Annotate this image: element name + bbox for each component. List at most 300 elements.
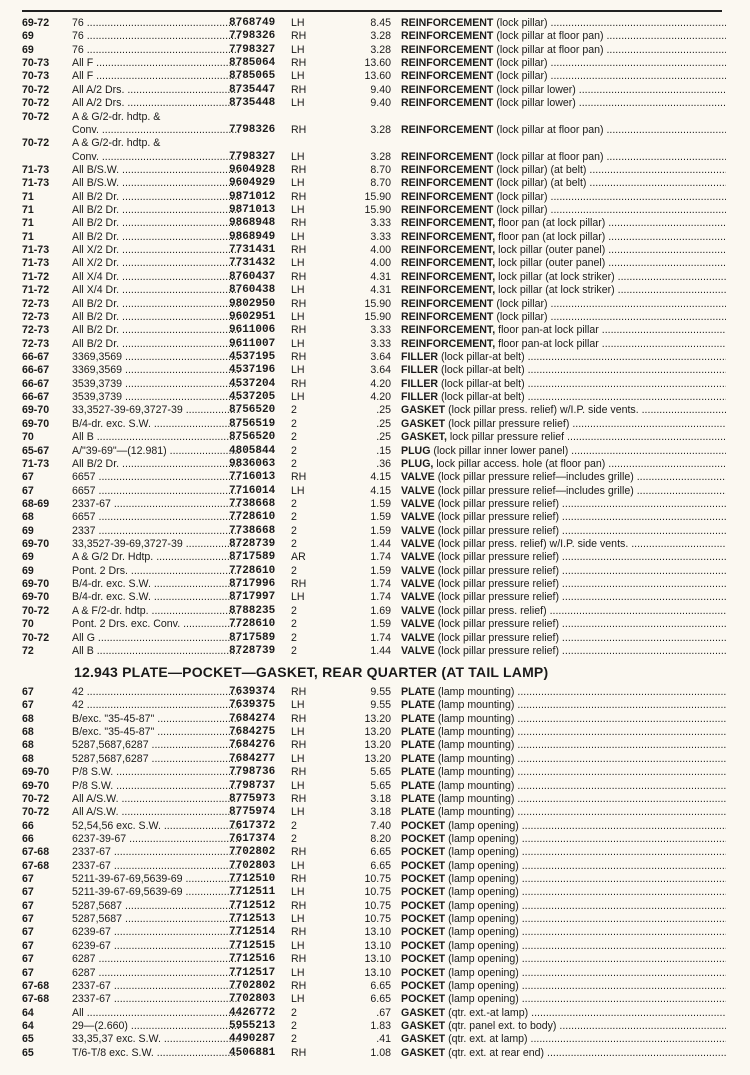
price-cell: 1.59 — [370, 618, 391, 631]
description-cell — [401, 686, 726, 699]
description-cell — [401, 913, 726, 926]
part-number-cell: 4805844 — [229, 444, 276, 457]
price-cell: 9.55 — [370, 699, 391, 712]
description-cell — [401, 780, 726, 793]
part-number-cell: 8756520 — [229, 431, 276, 444]
description-cell — [401, 231, 726, 244]
model-cell: P/8 S.W. ..... — [72, 780, 240, 793]
part-name: REINFORCEMENT, — [401, 230, 496, 243]
year-cell: 69-70 — [22, 591, 50, 604]
part-detail: (lock pillar lower) ..... — [496, 84, 726, 96]
part-number-cell: 8768749 — [229, 17, 276, 29]
description-cell — [401, 618, 726, 631]
price-cell: 1.59 — [370, 511, 391, 524]
part-name: REINFORCEMENT, — [401, 244, 496, 257]
description-cell — [401, 766, 726, 779]
model-cell: 6287 ..... — [72, 953, 240, 966]
side-qty-cell: RH — [291, 873, 307, 886]
part-name: PLATE — [401, 699, 435, 712]
year-cell: 65 — [22, 1033, 34, 1046]
part-name: FILLER — [401, 350, 439, 363]
part-name: POCKET — [401, 926, 446, 939]
model-cell: 76 ..... — [72, 44, 240, 57]
description-cell — [401, 124, 726, 137]
description-cell — [401, 873, 726, 886]
side-qty-cell: LH — [291, 97, 305, 110]
model-cell: 5211-39-67-69,5639-69 ..... — [72, 886, 240, 899]
part-number-cell: 7731431 — [229, 244, 276, 257]
description-cell — [401, 713, 726, 726]
side-qty-cell: LH — [291, 726, 305, 739]
year-cell: 67 — [22, 926, 34, 939]
description-cell — [401, 485, 726, 498]
part-number-cell: 4537205 — [229, 391, 276, 404]
side-qty-cell: 2 — [291, 631, 297, 644]
year-cell: 70-72 — [22, 604, 50, 617]
table-row — [22, 900, 727, 913]
model-cell: 2337-67 ..... — [72, 498, 240, 511]
part-name: GASKET — [401, 417, 446, 430]
part-name: REINFORCEMENT — [401, 30, 494, 43]
part-number-cell: 7617374 — [229, 832, 276, 845]
side-qty-cell: RH — [291, 324, 307, 337]
year-cell: 72-73 — [22, 310, 50, 323]
side-qty-cell: 2 — [291, 457, 297, 470]
part-number-cell: 8735448 — [229, 97, 276, 110]
part-name: VALVE — [401, 511, 435, 524]
part-detail: (lock pillar at floor pan) ..... — [496, 124, 726, 136]
part-detail: lock pillar (outer panel) ..... — [498, 244, 726, 256]
year-cell: 67 — [22, 471, 34, 484]
description-cell — [401, 298, 726, 311]
price-cell: 1.59 — [370, 497, 391, 510]
price-cell: 8.45 — [370, 17, 391, 29]
year-cell: 70 — [22, 618, 34, 631]
price-cell: 9.55 — [370, 686, 391, 698]
year-cell: 71-73 — [22, 177, 50, 190]
side-qty-cell: LH — [291, 17, 305, 29]
model-cell: 42 ..... — [72, 699, 240, 712]
side-qty-cell: RH — [291, 471, 307, 484]
side-qty-cell: 2 — [291, 524, 297, 537]
part-name: REINFORCEMENT — [401, 83, 494, 96]
description-cell — [401, 860, 726, 873]
description-cell — [401, 886, 726, 899]
part-number-cell: 8785065 — [229, 70, 276, 83]
part-detail: (lock pillar pressure relief) ..... — [438, 591, 726, 603]
model-cell: All B ..... — [72, 645, 240, 658]
year-cell: 72-73 — [22, 337, 50, 350]
part-number-cell: 7798736 — [229, 766, 276, 779]
description-cell — [401, 217, 726, 230]
model-cell: All B/2 Dr. ..... — [72, 191, 240, 204]
side-qty-cell: RH — [291, 350, 307, 363]
year-cell: 67 — [22, 966, 34, 979]
year-cell: 69 — [22, 524, 34, 537]
price-cell: 6.65 — [370, 979, 391, 992]
part-detail: (lamp mounting) ..... — [438, 753, 726, 765]
table-row — [22, 645, 727, 658]
part-name: VALVE — [401, 497, 435, 510]
year-cell: 70-72 — [22, 792, 50, 805]
price-cell: 1.74 — [370, 551, 391, 564]
price-cell: 13.10 — [364, 939, 391, 952]
side-qty-cell: 2 — [291, 1019, 297, 1032]
part-number-cell: 7731432 — [229, 257, 276, 270]
part-number-cell: 9868949 — [229, 230, 276, 243]
table-row — [22, 191, 727, 204]
price-cell: 13.10 — [364, 926, 391, 939]
price-cell: 3.28 — [370, 123, 391, 136]
model-cell: All X/2 Dr. ..... — [72, 257, 240, 270]
part-detail: (lock pillar) ..... — [496, 191, 726, 203]
year-cell: 66-67 — [22, 391, 50, 404]
model-cell: A & G/2-dr. hdtp. & — [72, 137, 161, 150]
side-qty-cell: LH — [291, 859, 305, 872]
part-detail: (lamp mounting) ..... — [438, 686, 726, 698]
side-qty-cell: RH — [291, 83, 307, 96]
model-cell: 3539,3739 ..... — [72, 378, 240, 391]
part-detail: (lamp opening) ..... — [448, 873, 726, 885]
side-qty-cell: LH — [291, 484, 305, 497]
part-name: VALVE — [401, 591, 435, 604]
part-name: PLATE — [401, 726, 435, 739]
table-row — [22, 806, 727, 819]
description-cell — [401, 820, 726, 833]
table-row — [22, 217, 727, 230]
year-cell: 69-70 — [22, 578, 50, 591]
part-number-cell: 4426772 — [229, 1006, 276, 1019]
side-qty-cell: RH — [291, 217, 307, 230]
side-qty-cell: 2 — [291, 644, 297, 657]
part-detail: (lamp mounting) ..... — [438, 726, 726, 738]
side-qty-cell: RH — [291, 739, 307, 752]
side-qty-cell: LH — [291, 177, 305, 190]
part-detail: (lock pillar at floor pan) ..... — [496, 151, 726, 163]
side-qty-cell: 2 — [291, 417, 297, 430]
year-cell: 65-67 — [22, 444, 50, 457]
side-qty-cell: 2 — [291, 1006, 297, 1019]
side-qty-cell: 2 — [291, 444, 297, 457]
description-cell — [401, 980, 726, 993]
description-cell — [401, 538, 726, 551]
part-detail: (lamp mounting) ..... — [438, 780, 726, 792]
part-name: REINFORCEMENT — [401, 297, 494, 310]
part-number-cell: 8775974 — [229, 806, 276, 819]
year-cell: 67 — [22, 886, 34, 899]
part-detail: (lock pillar-at belt) ..... — [441, 378, 726, 390]
side-qty-cell: LH — [291, 230, 305, 243]
part-detail: (lock pillar-at belt) ..... — [441, 364, 726, 376]
price-cell: 1.74 — [370, 631, 391, 644]
description-cell — [401, 753, 726, 766]
part-number-cell: 7738668 — [229, 497, 276, 510]
table-row — [22, 886, 727, 899]
part-detail: (qtr. ext. at lamp) ..... — [448, 1033, 726, 1045]
part-detail: floor pan-at lock pillar ..... — [498, 324, 726, 336]
part-detail: (lock pillar pressure relief) ..... — [448, 418, 726, 430]
description-cell — [401, 1020, 726, 1033]
part-name: PLATE — [401, 752, 435, 765]
side-qty-cell: LH — [291, 70, 305, 83]
description-cell — [401, 44, 726, 57]
description-cell — [401, 191, 726, 204]
table-row — [22, 298, 727, 311]
description-cell — [401, 311, 726, 324]
table-row — [22, 873, 727, 886]
side-qty-cell: RH — [291, 766, 307, 779]
part-number-cell: 7738668 — [229, 524, 276, 537]
part-detail: (lamp mounting) ..... — [438, 806, 726, 818]
part-name: POCKET — [401, 832, 446, 845]
part-number-cell: 9611007 — [229, 337, 276, 350]
model-cell: Conv. ..... — [72, 124, 240, 137]
price-cell: 13.60 — [364, 57, 391, 70]
year-cell: 71-73 — [22, 457, 50, 470]
table-row — [22, 713, 727, 726]
side-qty-cell: 2 — [291, 497, 297, 510]
table-row — [22, 820, 727, 833]
description-cell — [401, 30, 726, 43]
table-row — [22, 565, 727, 578]
side-qty-cell: RH — [291, 57, 307, 70]
model-cell: 5287,5687,6287 ..... — [72, 739, 240, 752]
part-number-cell: 9868948 — [229, 217, 276, 230]
part-detail: lock pillar (outer panel) ..... — [498, 257, 726, 269]
description-cell — [401, 1007, 726, 1020]
year-cell: 71 — [22, 217, 34, 230]
model-cell: A & G/2-dr. hdtp. & — [72, 110, 161, 123]
part-detail: (lamp opening) ..... — [448, 926, 726, 938]
year-cell: 70-72 — [22, 631, 50, 644]
description-cell — [401, 164, 726, 177]
table-row — [22, 1033, 727, 1046]
model-cell: 2337 ..... — [72, 525, 240, 538]
price-cell: 13.20 — [364, 752, 391, 765]
model-cell: A & F/2-dr. hdtp. ..... — [72, 605, 240, 618]
part-number-cell: 7702803 — [229, 993, 276, 1006]
price-cell: 15.90 — [364, 190, 391, 203]
year-cell: 68 — [22, 739, 34, 752]
price-cell: 4.20 — [370, 391, 391, 404]
model-cell: All A/S.W. ..... — [72, 793, 240, 806]
table-row — [22, 1007, 727, 1020]
part-detail: lock pillar access. hole (at floor pan) ..... — [436, 458, 726, 470]
description-cell — [401, 967, 726, 980]
year-cell: 71-73 — [22, 257, 50, 270]
model-cell: All A/S.W. ..... — [72, 806, 240, 819]
model-cell: All X/4 Dr. ..... — [72, 271, 240, 284]
side-qty-cell: RH — [291, 377, 307, 390]
part-name: POCKET — [401, 953, 446, 966]
part-detail: (lock pillar) ..... — [496, 204, 726, 216]
part-name: PLATE — [401, 739, 435, 752]
part-number-cell: 8717589 — [229, 551, 276, 564]
table-row — [22, 111, 727, 124]
year-cell: 67-68 — [22, 859, 50, 872]
side-qty-cell: RH — [291, 846, 307, 859]
part-number-cell: 7684274 — [229, 712, 276, 725]
model-cell: All B/S.W. ..... — [72, 164, 240, 177]
description-cell — [401, 806, 726, 819]
part-number-cell: 7716014 — [229, 484, 276, 497]
parts-list-lock-pillar — [22, 17, 727, 658]
part-detail: (lamp opening) ..... — [448, 967, 726, 979]
year-cell: 69-70 — [22, 417, 50, 430]
part-number-cell: 7712514 — [229, 926, 276, 939]
part-number-cell: 7798737 — [229, 779, 276, 792]
model-cell: 6239-67 ..... — [72, 926, 240, 939]
part-number-cell: 9802950 — [229, 297, 276, 310]
table-row — [22, 458, 727, 471]
description-cell — [401, 471, 726, 484]
part-number-cell: 9604928 — [229, 163, 276, 176]
table-row — [22, 445, 727, 458]
part-number-cell: 7712515 — [229, 939, 276, 952]
side-qty-cell: 2 — [291, 819, 297, 832]
price-cell: 3.33 — [370, 337, 391, 350]
price-cell: 3.28 — [370, 30, 391, 43]
price-cell: 3.33 — [370, 324, 391, 337]
part-detail: (lock pillar lower) ..... — [496, 97, 726, 109]
table-row — [22, 833, 727, 846]
part-name: VALVE — [401, 471, 435, 484]
part-number-cell: 7617372 — [229, 819, 276, 832]
side-qty-cell: LH — [291, 391, 305, 404]
year-cell: 64 — [22, 1019, 34, 1032]
year-cell: 72 — [22, 644, 34, 657]
price-cell: 6.65 — [370, 846, 391, 859]
side-qty-cell: LH — [291, 966, 305, 979]
table-row — [22, 137, 727, 150]
part-name: FILLER — [401, 364, 439, 377]
part-detail: (lock pillar) ..... — [496, 17, 726, 29]
price-cell: .67 — [376, 1006, 391, 1019]
model-cell: 2337-67 ..... — [72, 860, 240, 873]
part-number-cell: 8735447 — [229, 83, 276, 96]
side-qty-cell: LH — [291, 913, 305, 926]
part-detail: (lamp mounting) ..... — [438, 713, 726, 725]
year-cell: 71-72 — [22, 270, 50, 283]
year-cell: 66-67 — [22, 350, 50, 363]
table-row — [22, 605, 727, 618]
year-cell: 66 — [22, 832, 34, 845]
part-number-cell: 5955213 — [229, 1019, 276, 1032]
table-row — [22, 980, 727, 993]
table-row — [22, 1020, 727, 1033]
part-name: VALVE — [401, 578, 435, 591]
description-cell — [401, 551, 726, 564]
side-qty-cell: AR — [291, 551, 306, 564]
table-row — [22, 926, 727, 939]
model-cell: All F ..... — [72, 57, 240, 70]
model-cell: 6657 ..... — [72, 485, 240, 498]
price-cell: 13.20 — [364, 739, 391, 752]
table-row — [22, 284, 727, 297]
price-cell: .25 — [376, 404, 391, 417]
part-detail: (lamp opening) ..... — [448, 820, 726, 832]
model-cell: 6237-39-67 ..... — [72, 833, 240, 846]
table-row — [22, 485, 727, 498]
year-cell: 68 — [22, 726, 34, 739]
description-cell — [401, 525, 726, 538]
price-cell: 3.28 — [370, 150, 391, 163]
part-detail: (lock pillar at floor pan) ..... — [496, 30, 726, 42]
model-cell: P/8 S.W. ..... — [72, 766, 240, 779]
side-qty-cell: 2 — [291, 604, 297, 617]
table-row — [22, 632, 727, 645]
part-name: GASKET — [401, 1006, 446, 1019]
price-cell: .25 — [376, 431, 391, 444]
description-cell — [401, 993, 726, 1006]
part-name: REINFORCEMENT, — [401, 270, 496, 283]
price-cell: .36 — [376, 457, 391, 470]
description-cell — [401, 458, 726, 471]
part-detail: (lock pillar pressure relief) ..... — [438, 618, 726, 630]
part-detail: (lamp opening) ..... — [448, 900, 726, 912]
model-cell: 6287 ..... — [72, 967, 240, 980]
part-name: PLATE — [401, 686, 435, 698]
year-cell: 71-72 — [22, 284, 50, 297]
part-number-cell: 4490287 — [229, 1033, 276, 1046]
part-number-cell: 7712512 — [229, 899, 276, 912]
year-cell: 70-72 — [22, 83, 50, 96]
part-name: PLUG, — [401, 457, 434, 470]
model-cell: A/"39-69"—(12.981) ..... — [72, 445, 240, 458]
part-number-cell: 7798326 — [229, 30, 276, 43]
part-detail: (lamp opening) ..... — [448, 953, 726, 965]
part-detail: (lamp opening) ..... — [448, 980, 726, 992]
description-cell — [401, 645, 726, 658]
description-cell — [401, 324, 726, 337]
part-number-cell: 8756520 — [229, 404, 276, 417]
model-cell: 5287,5687 ..... — [72, 913, 240, 926]
part-number-cell: 7728610 — [229, 618, 276, 631]
model-cell: All A/2 Drs. ..... — [72, 84, 240, 97]
side-qty-cell: 2 — [291, 538, 297, 551]
model-cell: All X/4 Dr. ..... — [72, 284, 240, 297]
price-cell: 3.64 — [370, 350, 391, 363]
description-cell — [401, 418, 726, 431]
year-cell: 68 — [22, 752, 34, 765]
year-cell: 69-72 — [22, 17, 50, 29]
part-number-cell: 8785064 — [229, 57, 276, 70]
part-number-cell: 7798327 — [229, 43, 276, 56]
table-row — [22, 44, 727, 57]
table-row — [22, 591, 727, 604]
price-cell: 4.00 — [370, 244, 391, 257]
part-name: REINFORCEMENT — [401, 57, 494, 70]
model-cell: 3539,3739 ..... — [72, 391, 240, 404]
part-detail: (lamp opening) ..... — [448, 940, 726, 952]
part-number-cell: 9602951 — [229, 310, 276, 323]
model-cell: 5211-39-67-69,5639-69 ..... — [72, 873, 240, 886]
side-qty-cell: RH — [291, 899, 307, 912]
table-row — [22, 244, 727, 257]
table-row — [22, 940, 727, 953]
side-qty-cell: LH — [291, 43, 305, 56]
table-row — [22, 793, 727, 806]
part-detail: (lock pillar) ..... — [496, 311, 726, 323]
part-number-cell: 7639375 — [229, 699, 276, 712]
part-name: VALVE — [401, 644, 435, 657]
part-number-cell: 8717996 — [229, 578, 276, 591]
year-cell: 69 — [22, 30, 34, 43]
description-cell — [401, 244, 726, 257]
part-detail: (lock pillar inner lower panel) ..... — [433, 445, 726, 457]
year-cell: 66 — [22, 819, 34, 832]
description-cell — [401, 591, 726, 604]
